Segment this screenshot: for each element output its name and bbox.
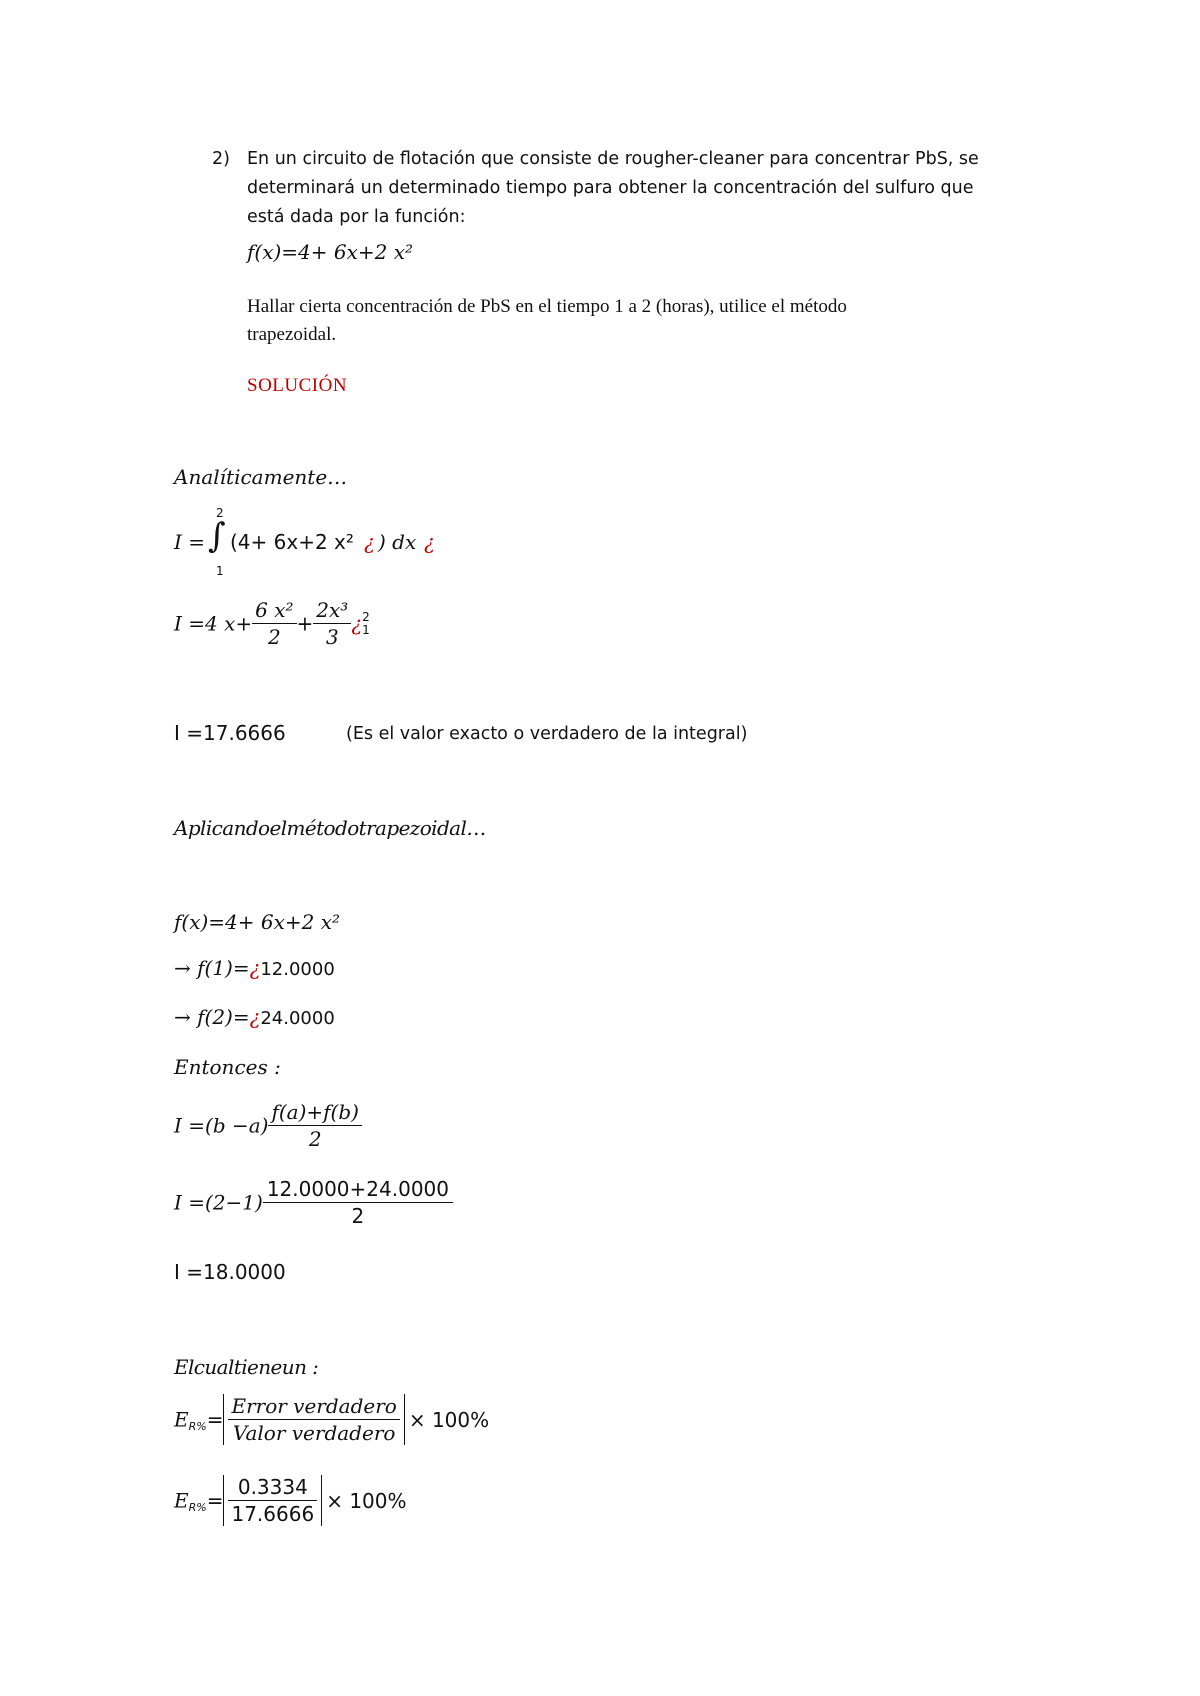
trapezoid-result: I =18.0000 — [174, 1260, 286, 1284]
eval-upper: 2 — [362, 609, 370, 624]
problem-function: f(x)=4+ 6x+2 x² — [247, 240, 414, 264]
then-label: Entonces : — [174, 1055, 281, 1079]
trapezoid-heading: Aplicandoelmétodotrapezoidal… — [174, 816, 486, 840]
formula-den: 2 — [308, 1127, 322, 1151]
error-frac — [228, 1394, 399, 1445]
f2-lhs: → f(2)= — [174, 1005, 250, 1029]
f1-row — [174, 956, 335, 980]
f2-row — [174, 1005, 335, 1029]
frac2-den: 3 — [325, 625, 339, 649]
error2-num: 0.3334 — [228, 1475, 317, 1501]
trapezoid-substitution — [174, 1177, 453, 1228]
f1-glyph: ¿ — [249, 956, 261, 980]
integral-lhs: I = — [174, 530, 206, 554]
error2-sub: R% — [188, 1501, 207, 1514]
analytic-result — [174, 721, 286, 745]
error-formula — [174, 1394, 489, 1445]
error-num: Error verdadero — [228, 1394, 399, 1420]
error-abs — [223, 1394, 404, 1445]
frac1-num: 6 x² — [252, 598, 296, 624]
f2-glyph: ¿ — [249, 1005, 261, 1029]
error2-times: × 100% — [326, 1488, 407, 1513]
eval-limits — [362, 611, 370, 637]
subst-den: 2 — [351, 1204, 365, 1228]
f1-lhs: → f(1)= — [174, 956, 250, 980]
integral-upper-limit: 2 — [216, 506, 224, 520]
error2-eq: = — [206, 1488, 224, 1513]
error-sub: R% — [188, 1420, 207, 1433]
analytic-heading: Analíticamente… — [174, 465, 348, 489]
error2-frac — [228, 1475, 317, 1526]
error2-den: 17.6666 — [231, 1502, 315, 1526]
trapezoid-formula — [174, 1100, 362, 1151]
problem-line-1: En un circuito de flotación que consiste de rougher-cleaner para concentrar PbS, se — [247, 149, 979, 169]
frac2-num: 2x³ — [313, 598, 351, 624]
error2-lhs: E — [174, 1488, 189, 1513]
solution-label: SOLUCIÓN — [247, 375, 348, 396]
task-line-1: Hallar cierta concentración de PbS en el tiempo 1 a 2 (horas), utilice el método — [247, 296, 847, 317]
antiderivative-equation — [174, 598, 370, 649]
formula-num: f(a)+f(b) — [268, 1100, 362, 1126]
integral-body: (4+ 6x+2 x² — [230, 530, 354, 554]
error-lhs: E — [174, 1407, 189, 1432]
subst-num: 12.0000+24.0000 — [263, 1177, 453, 1203]
f1-value: 12.0000 — [260, 959, 335, 980]
subst-lhs: I =(2−1) — [174, 1190, 263, 1215]
integral-sign-icon: ∫ — [208, 516, 226, 556]
task-line-2: trapezoidal. — [247, 324, 337, 345]
subst-frac — [263, 1177, 453, 1228]
integral-lower-limit: 1 — [216, 564, 224, 578]
eval-lower: 1 — [362, 622, 370, 637]
antideriv-glyph: ¿ — [351, 611, 363, 636]
antideriv-frac-1 — [252, 598, 296, 649]
error-eq: = — [206, 1407, 224, 1432]
error-den: Valor verdadero — [232, 1421, 396, 1445]
problem-number: 2) — [212, 149, 230, 169]
formula-frac — [268, 1100, 362, 1151]
error-heading: Elcualtieneun : — [174, 1355, 319, 1379]
antideriv-plus: + — [296, 611, 314, 636]
integral-tail: ) dx — [378, 530, 417, 554]
frac1-den: 2 — [267, 625, 281, 649]
integral-glyph-2: ¿ — [424, 530, 435, 554]
error-times: × 100% — [408, 1407, 490, 1432]
error-substitution — [174, 1475, 407, 1526]
error2-abs — [223, 1475, 322, 1526]
formula-lhs: I =(b −a) — [174, 1113, 269, 1138]
problem-line-2: determinará un determinado tiempo para obtener la concentración del sulfuro que — [247, 178, 974, 198]
f2-value: 24.0000 — [260, 1008, 335, 1029]
trapezoid-function: f(x)=4+ 6x+2 x² — [174, 910, 341, 934]
antideriv-frac-2 — [313, 598, 351, 649]
analytic-result-value: I =17.6666 — [174, 721, 286, 745]
analytic-result-note: (Es el valor exacto o verdadero de la integral) — [346, 724, 748, 744]
problem-line-3: está dada por la función: — [247, 207, 466, 227]
antideriv-lhs: I =4 x+ — [174, 611, 253, 636]
integral-glyph-1: ¿ — [364, 530, 375, 554]
